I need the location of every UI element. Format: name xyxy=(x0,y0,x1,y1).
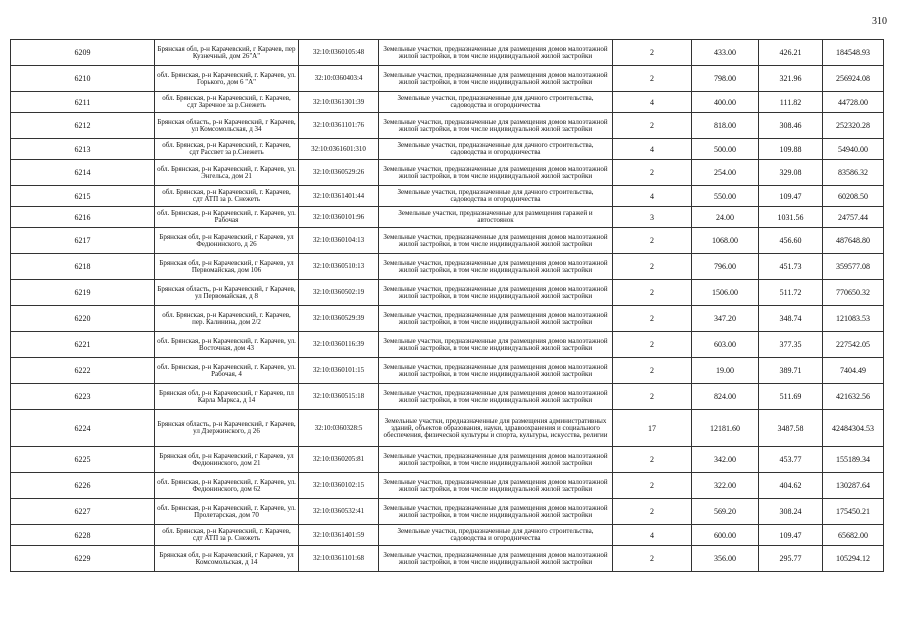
specific-value-cell: 1031.56 xyxy=(759,207,823,228)
land-use-cell: Земельные участки, предназначенные для размещения домов малоэтажной жилой застройки, в том числе индивидуальной жилой застройки xyxy=(379,160,613,186)
cadastral-value-cell: 65682.00 xyxy=(823,525,884,546)
address-cell: Брянская обл, р-н Карачевский, г Карачев, ул Федюнинского, д 26 xyxy=(155,228,299,254)
table-row xyxy=(11,160,884,186)
use-group-cell: 4 xyxy=(613,186,692,207)
address-cell: Брянская обл, р-н Карачевский, г Карачев, ул Первомайская, дом 106 xyxy=(155,254,299,280)
address-cell: обл. Брянская, р-н Карачевский, г. Карачев, ул. Горького, дом 6 "А" xyxy=(155,66,299,92)
address-cell: Брянская область, р-н Карачевский, г Карачев, ул Комсомольская, д 34 xyxy=(155,113,299,139)
area-cell: 1068.00 xyxy=(692,228,759,254)
address-cell: Брянская обл, р-н Карачевский, г Карачев, ул Комсомольская, д 14 xyxy=(155,546,299,572)
table-row xyxy=(11,306,884,332)
specific-value-cell: 3487.58 xyxy=(759,410,823,447)
use-group-cell: 2 xyxy=(613,447,692,473)
land-use-cell: Земельные участки, предназначенные для размещения домов малоэтажной жилой застройки, в том числе индивидуальной жилой застройки xyxy=(379,473,613,499)
land-use-cell: Земельные участки, предназначенные для дачного строительства, садоводства и огородничества xyxy=(379,92,613,113)
area-cell: 796.00 xyxy=(692,254,759,280)
page-number: 310 xyxy=(872,16,887,27)
address-cell: обл. Брянская, р-н Карачевский, г. Карачев, ул. Рабочая, 4 xyxy=(155,358,299,384)
area-cell: 1506.00 xyxy=(692,280,759,306)
table-row xyxy=(11,139,884,160)
row-number-cell: 6214 xyxy=(11,160,155,186)
cadastral-number-cell: 32:10:0360529:39 xyxy=(299,306,379,332)
cadastral-number-cell: 32:10:0360101:96 xyxy=(299,207,379,228)
land-use-cell: Земельные участки, предназначенные для размещения домов малоэтажной жилой застройки, в том числе индивидуальной жилой застройки xyxy=(379,358,613,384)
area-cell: 24.00 xyxy=(692,207,759,228)
land-use-cell: Земельные участки, предназначенные для размещения домов малоэтажной жилой застройки, в том числе индивидуальной жилой застройки xyxy=(379,40,613,66)
land-use-cell: Земельные участки, предназначенные для размещения домов малоэтажной жилой застройки, в том числе индивидуальной жилой застройки xyxy=(379,113,613,139)
specific-value-cell: 109.88 xyxy=(759,139,823,160)
row-number-cell: 6227 xyxy=(11,499,155,525)
cadastral-number-cell: 32:10:0360102:15 xyxy=(299,473,379,499)
row-number-cell: 6224 xyxy=(11,410,155,447)
use-group-cell: 2 xyxy=(613,358,692,384)
table-row xyxy=(11,40,884,66)
use-group-cell: 4 xyxy=(613,92,692,113)
address-cell: обл. Брянская, р-н Карачевский, г. Карачев, ул. Энгельса, дом 21 xyxy=(155,160,299,186)
cadastral-value-cell: 175450.21 xyxy=(823,499,884,525)
land-use-cell: Земельные участки, предназначенные для размещения домов малоэтажной жилой застройки, в том числе индивидуальной жилой застройки xyxy=(379,254,613,280)
land-use-cell: Земельные участки, предназначенные для размещения домов малоэтажной жилой застройки, в том числе индивидуальной жилой застройки xyxy=(379,66,613,92)
use-group-cell: 4 xyxy=(613,525,692,546)
cadastral-value-cell: 252320.28 xyxy=(823,113,884,139)
cadastral-number-cell: 32:10:0361401:59 xyxy=(299,525,379,546)
land-use-cell: Земельные участки, предназначенные для размещения домов малоэтажной жилой застройки, в том числе индивидуальной жилой застройки xyxy=(379,332,613,358)
row-number-cell: 6220 xyxy=(11,306,155,332)
table-row xyxy=(11,186,884,207)
area-cell: 603.00 xyxy=(692,332,759,358)
cadastral-number-cell: 32:10:0360502:19 xyxy=(299,280,379,306)
use-group-cell: 2 xyxy=(613,254,692,280)
use-group-cell: 2 xyxy=(613,473,692,499)
cadastral-value-cell: 121083.53 xyxy=(823,306,884,332)
specific-value-cell: 456.60 xyxy=(759,228,823,254)
row-number-cell: 6221 xyxy=(11,332,155,358)
specific-value-cell: 321.96 xyxy=(759,66,823,92)
cadastral-number-cell: 32:10:0360328:5 xyxy=(299,410,379,447)
cadastral-value-cell: 83586.32 xyxy=(823,160,884,186)
table-row xyxy=(11,525,884,546)
area-cell: 569.20 xyxy=(692,499,759,525)
land-use-cell: Земельные участки, предназначенные для размещения домов малоэтажной жилой застройки, в том числе индивидуальной жилой застройки xyxy=(379,306,613,332)
specific-value-cell: 404.62 xyxy=(759,473,823,499)
address-cell: Брянская область, р-н Карачевский, г Карачев, ул Первомайская, д 8 xyxy=(155,280,299,306)
area-cell: 347.20 xyxy=(692,306,759,332)
address-cell: обл. Брянская, р-н Карачевский, г. Карачев, ул. Рабочая xyxy=(155,207,299,228)
specific-value-cell: 377.35 xyxy=(759,332,823,358)
land-use-cell: Земельные участки, предназначенные для размещения домов малоэтажной жилой застройки, в том числе индивидуальной жилой застройки xyxy=(379,447,613,473)
cadastral-value-cell: 359577.08 xyxy=(823,254,884,280)
specific-value-cell: 111.82 xyxy=(759,92,823,113)
row-number-cell: 6218 xyxy=(11,254,155,280)
table-row xyxy=(11,228,884,254)
specific-value-cell: 308.46 xyxy=(759,113,823,139)
table-row xyxy=(11,447,884,473)
row-number-cell: 6223 xyxy=(11,384,155,410)
area-cell: 356.00 xyxy=(692,546,759,572)
table-body xyxy=(11,40,884,572)
cadastral-value-cell: 42484304.53 xyxy=(823,410,884,447)
use-group-cell: 2 xyxy=(613,40,692,66)
area-cell: 433.00 xyxy=(692,40,759,66)
specific-value-cell: 308.24 xyxy=(759,499,823,525)
specific-value-cell: 389.71 xyxy=(759,358,823,384)
area-cell: 500.00 xyxy=(692,139,759,160)
specific-value-cell: 511.69 xyxy=(759,384,823,410)
specific-value-cell: 453.77 xyxy=(759,447,823,473)
cadastral-value-cell: 184548.93 xyxy=(823,40,884,66)
cadastral-value-cell: 60208.50 xyxy=(823,186,884,207)
use-group-cell: 2 xyxy=(613,280,692,306)
cadastral-value-table xyxy=(10,39,884,572)
cadastral-value-cell: 24757.44 xyxy=(823,207,884,228)
use-group-cell: 2 xyxy=(613,66,692,92)
land-use-cell: Земельные участки, предназначенные для дачного строительства, садоводства и огородничества xyxy=(379,525,613,546)
row-number-cell: 6212 xyxy=(11,113,155,139)
use-group-cell: 2 xyxy=(613,384,692,410)
specific-value-cell: 109.47 xyxy=(759,525,823,546)
area-cell: 19.00 xyxy=(692,358,759,384)
area-cell: 824.00 xyxy=(692,384,759,410)
area-cell: 798.00 xyxy=(692,66,759,92)
cadastral-value-cell: 421632.56 xyxy=(823,384,884,410)
land-use-cell: Земельные участки, предназначенные для размещения домов малоэтажной жилой застройки, в том числе индивидуальной жилой застройки xyxy=(379,384,613,410)
row-number-cell: 6210 xyxy=(11,66,155,92)
area-cell: 254.00 xyxy=(692,160,759,186)
area-cell: 342.00 xyxy=(692,447,759,473)
use-group-cell: 2 xyxy=(613,160,692,186)
use-group-cell: 4 xyxy=(613,139,692,160)
table-row xyxy=(11,113,884,139)
specific-value-cell: 295.77 xyxy=(759,546,823,572)
row-number-cell: 6209 xyxy=(11,40,155,66)
area-cell: 322.00 xyxy=(692,473,759,499)
land-use-cell: Земельные участки, предназначенные для размещения домов малоэтажной жилой застройки, в том числе индивидуальной жилой застройки xyxy=(379,499,613,525)
cadastral-number-cell: 32:10:0360101:15 xyxy=(299,358,379,384)
land-use-cell: Земельные участки, предназначенные для размещения административных зданий, объектов образования, науки, здравоохранения и социального обеспечения, физической культуры и спорта, культуры, искусства, религии xyxy=(379,410,613,447)
cadastral-value-cell: 487648.80 xyxy=(823,228,884,254)
table-row xyxy=(11,410,884,447)
specific-value-cell: 348.74 xyxy=(759,306,823,332)
area-cell: 550.00 xyxy=(692,186,759,207)
cadastral-number-cell: 32:10:0361101:68 xyxy=(299,546,379,572)
specific-value-cell: 511.72 xyxy=(759,280,823,306)
address-cell: обл. Брянская, р-н Карачевский, г. Карачев, ул. Пролетарская, дом 70 xyxy=(155,499,299,525)
address-cell: Брянская область, р-н Карачевский, г Карачев, ул Дзержинского, д 26 xyxy=(155,410,299,447)
address-cell: Брянская обл, р-н Карачевский, г Карачев, пл Карла Маркса, д 14 xyxy=(155,384,299,410)
table-row xyxy=(11,66,884,92)
cadastral-number-cell: 32:10:0360403:4 xyxy=(299,66,379,92)
cadastral-number-cell: 32:10:0361401:44 xyxy=(299,186,379,207)
row-number-cell: 6217 xyxy=(11,228,155,254)
row-number-cell: 6222 xyxy=(11,358,155,384)
area-cell: 400.00 xyxy=(692,92,759,113)
cadastral-value-cell: 256924.08 xyxy=(823,66,884,92)
specific-value-cell: 451.73 xyxy=(759,254,823,280)
area-cell: 12181.60 xyxy=(692,410,759,447)
cadastral-number-cell: 32:10:0361601:310 xyxy=(299,139,379,160)
row-number-cell: 6211 xyxy=(11,92,155,113)
table-row xyxy=(11,92,884,113)
use-group-cell: 3 xyxy=(613,207,692,228)
use-group-cell: 2 xyxy=(613,546,692,572)
row-number-cell: 6215 xyxy=(11,186,155,207)
table-row xyxy=(11,499,884,525)
specific-value-cell: 329.08 xyxy=(759,160,823,186)
table-row xyxy=(11,254,884,280)
land-use-cell: Земельные участки, предназначенные для размещения домов малоэтажной жилой застройки, в том числе индивидуальной жилой застройки xyxy=(379,228,613,254)
use-group-cell: 2 xyxy=(613,332,692,358)
cadastral-value-cell: 105294.12 xyxy=(823,546,884,572)
specific-value-cell: 426.21 xyxy=(759,40,823,66)
row-number-cell: 6226 xyxy=(11,473,155,499)
specific-value-cell: 109.47 xyxy=(759,186,823,207)
cadastral-number-cell: 32:10:0360104:13 xyxy=(299,228,379,254)
area-cell: 818.00 xyxy=(692,113,759,139)
cadastral-value-cell: 227542.05 xyxy=(823,332,884,358)
cadastral-value-cell: 155189.34 xyxy=(823,447,884,473)
land-use-cell: Земельные участки, предназначенные для размещения домов малоэтажной жилой застройки, в том числе индивидуальной жилой застройки xyxy=(379,546,613,572)
cadastral-number-cell: 32:10:0360529:26 xyxy=(299,160,379,186)
use-group-cell: 17 xyxy=(613,410,692,447)
use-group-cell: 2 xyxy=(613,113,692,139)
table-row xyxy=(11,384,884,410)
cadastral-number-cell: 32:10:0361301:39 xyxy=(299,92,379,113)
use-group-cell: 2 xyxy=(613,228,692,254)
address-cell: обл. Брянская, р-н Карачевский, г. Карачев, сдт Рассвет за р.Снежеть xyxy=(155,139,299,160)
land-use-cell: Земельные участки, предназначенные для размещения гаражей и автостоянок xyxy=(379,207,613,228)
land-use-cell: Земельные участки, предназначенные для размещения домов малоэтажной жилой застройки, в том числе индивидуальной жилой застройки xyxy=(379,280,613,306)
address-cell: обл. Брянская, р-н Карачевский, г. Карачев, ул. Восточная, дом 43 xyxy=(155,332,299,358)
cadastral-number-cell: 32:10:0360532:41 xyxy=(299,499,379,525)
cadastral-number-cell: 32:10:0360116:39 xyxy=(299,332,379,358)
address-cell: обл. Брянская, р-н Карачевский, г. Карачев, сдт АТП за р. Снежеть xyxy=(155,186,299,207)
address-cell: Брянская обл, р-н Карачевский, г Карачев, пер Кузнечный, дом 26"А" xyxy=(155,40,299,66)
address-cell: Брянская обл, р-н Карачевский, г Карачев, ул Федюнинского, дом 21 xyxy=(155,447,299,473)
table-row xyxy=(11,332,884,358)
cadastral-number-cell: 32:10:0360515:18 xyxy=(299,384,379,410)
cadastral-number-cell: 32:10:0360105:48 xyxy=(299,40,379,66)
area-cell: 600.00 xyxy=(692,525,759,546)
address-cell: обл. Брянская, р-н Карачевский, г. Карачев, пер. Калинина, дом 2/2 xyxy=(155,306,299,332)
use-group-cell: 2 xyxy=(613,306,692,332)
cadastral-value-cell: 44728.00 xyxy=(823,92,884,113)
table-row xyxy=(11,473,884,499)
land-use-cell: Земельные участки, предназначенные для дачного строительства, садоводства и огородничества xyxy=(379,186,613,207)
row-number-cell: 6219 xyxy=(11,280,155,306)
address-cell: обл. Брянская, р-н Карачевский, г. Карачев, сдт АТП за р. Снежеть xyxy=(155,525,299,546)
address-cell: обл. Брянская, р-н Карачевский, г. Карачев, сдт Заречное за р.Снежеть xyxy=(155,92,299,113)
cadastral-number-cell: 32:10:0360510:13 xyxy=(299,254,379,280)
row-number-cell: 6225 xyxy=(11,447,155,473)
row-number-cell: 6229 xyxy=(11,546,155,572)
cadastral-value-cell: 130287.64 xyxy=(823,473,884,499)
row-number-cell: 6228 xyxy=(11,525,155,546)
table-row xyxy=(11,358,884,384)
cadastral-number-cell: 32:10:0360205:81 xyxy=(299,447,379,473)
cadastral-value-cell: 54940.00 xyxy=(823,139,884,160)
table-row xyxy=(11,546,884,572)
land-use-cell: Земельные участки, предназначенные для дачного строительства, садоводства и огородничества xyxy=(379,139,613,160)
cadastral-number-cell: 32:10:0361101:76 xyxy=(299,113,379,139)
cadastral-value-cell: 770650.32 xyxy=(823,280,884,306)
table-row xyxy=(11,280,884,306)
row-number-cell: 6216 xyxy=(11,207,155,228)
row-number-cell: 6213 xyxy=(11,139,155,160)
use-group-cell: 2 xyxy=(613,499,692,525)
table-row xyxy=(11,207,884,228)
cadastral-value-cell: 7404.49 xyxy=(823,358,884,384)
address-cell: обл. Брянская, р-н Карачевский, г. Карачев, ул. Федюнинского, дом 62 xyxy=(155,473,299,499)
